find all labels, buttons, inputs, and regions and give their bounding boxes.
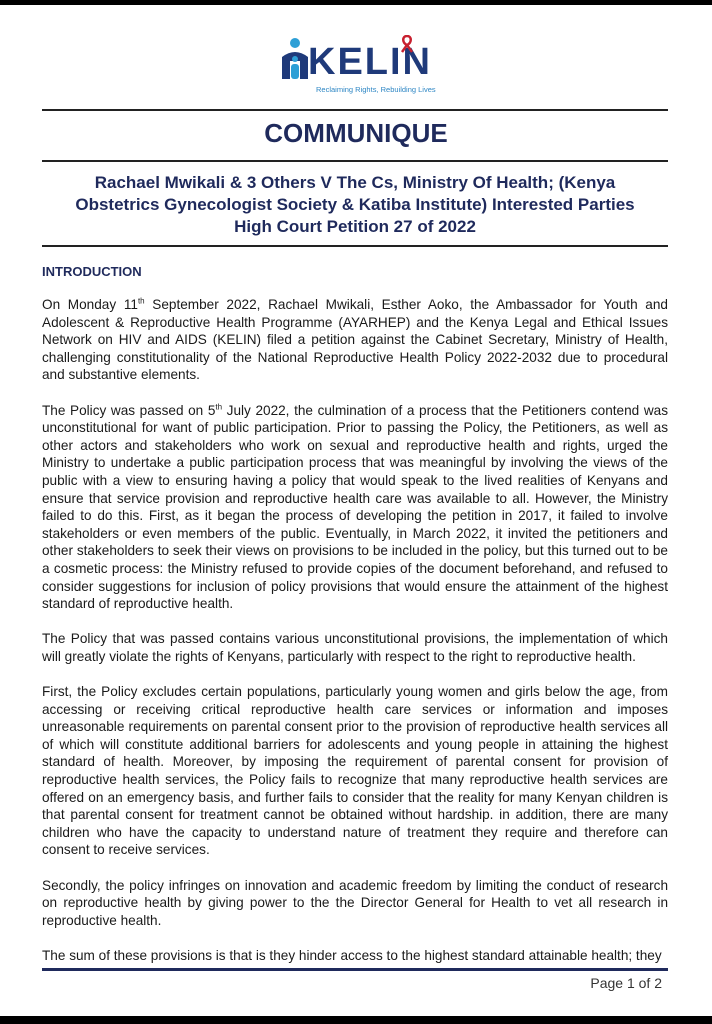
text: On Monday 11: [42, 297, 138, 312]
paragraph: First, the Policy excludes certain populations, particularly young women and girls below the age, from accessing or receiving critical reproductive health care services or information and imposes unreasonable requirements on parental consent prior to the provision of reproductive health services all of which will constitute additional barriers for adolescents and young people in attaining the highest standard of health. Moreover, by imposing the requirement of parental consent for provision of reproductive health services, the Policy fails to recognize that many reproductive health services are offered on an emergency basis, and further fails to consider that the reality for many Kenyan children is that parental consent for treatment cannot be obtained without hardship. in addition, there are many children who have the capacity to understand nature of treatment they require and therefore can consent to receive services.: [42, 684, 668, 858]
text: September 2022, Rachael Mwikali, Esther Aoko, the Ambassador for Youth and Adolescent & Reproductive Health Programme (AYARHEP) and the Kenya Legal and Ethical Issues Network on HIV and AIDS (KELIN) filed a petition against the Cabinet Secretary, Ministry of Health, challenging constitutionality of the National Reproductive Health Policy 2022-2032 due to procedural and substantive elements.: [42, 297, 668, 383]
bottom-border: [0, 1016, 712, 1024]
case-title-line: Rachael Mwikali & 3 Others V The Cs, Ministry Of Health; (Kenya: [94, 173, 616, 192]
footer-divider: [42, 968, 668, 971]
document-body: [42, 296, 668, 982]
superscript: th: [137, 296, 145, 306]
paragraph: The sum of these provisions is that is they hinder access to the highest standard attainable health; they: [42, 947, 662, 963]
paragraph: [42, 402, 668, 613]
people-icon: [278, 37, 312, 83]
text: July 2022, the culmination of a process that the Petitioners contend was unconstitutional for want of public participation. Prior to passing the Policy, the Petitioners, as well as other actors and stakeholders who work on sexual and reproductive health and rights, urged the Ministry to undertake a public participation process that was meaningful by involving the views of the public with a view to ensuring having a policy that would speak to the lived realities of Kenyans and ensure that service provision and reproductive health care was available to all. However, the Ministry failed to do this. First, as it began the process of developing the petition in 2017, it failed to involve stakeholders or even members of the public. Eventually, in March 2022, it invited the petitioners and other stakeholders to seek their views on provisions to be included in the policy, but this turned out to be a cosmetic process: the Ministry refused to provide copies of the document beforehand, and refused to consider suggestions for inclusion of policy provisions that would ensure the attainment of the highest standard of reproductive health.: [42, 402, 668, 612]
red-ribbon-icon: [400, 35, 414, 53]
section-heading: INTRODUCTION: [42, 264, 142, 279]
divider: [42, 160, 668, 162]
page-number: Page 1 of 2: [590, 975, 662, 991]
kelin-logo: [278, 35, 438, 97]
superscript: th: [215, 402, 223, 412]
paragraph: [42, 296, 668, 384]
page-title: COMMUNIQUE: [264, 118, 448, 148]
text: The Policy was passed on 5: [42, 402, 216, 418]
paragraph: The Policy that was passed contains various unconstitutional provisions, the implementation of which will greatly violate the rights of Kenyans, particularly with respect to the right to reproductive health.: [42, 631, 668, 664]
case-title-line: High Court Petition 27 of 2022: [234, 217, 476, 236]
case-title: [42, 172, 668, 238]
top-border: [0, 0, 712, 5]
case-title-line: Obstetrics Gynecologist Society & Katiba Institute) Interested Parties: [75, 195, 635, 214]
logo-wordmark: KELIN: [308, 41, 432, 83]
divider: [42, 245, 668, 247]
logo-tagline: Reclaiming Rights, Rebuilding Lives: [316, 85, 436, 94]
paragraph: Secondly, the policy infringes on innovation and academic freedom by limiting the conduct of research on reproductive health by giving power to the the Director General for Health to vet all research in reproductive health.: [42, 877, 668, 928]
divider: [42, 109, 668, 111]
